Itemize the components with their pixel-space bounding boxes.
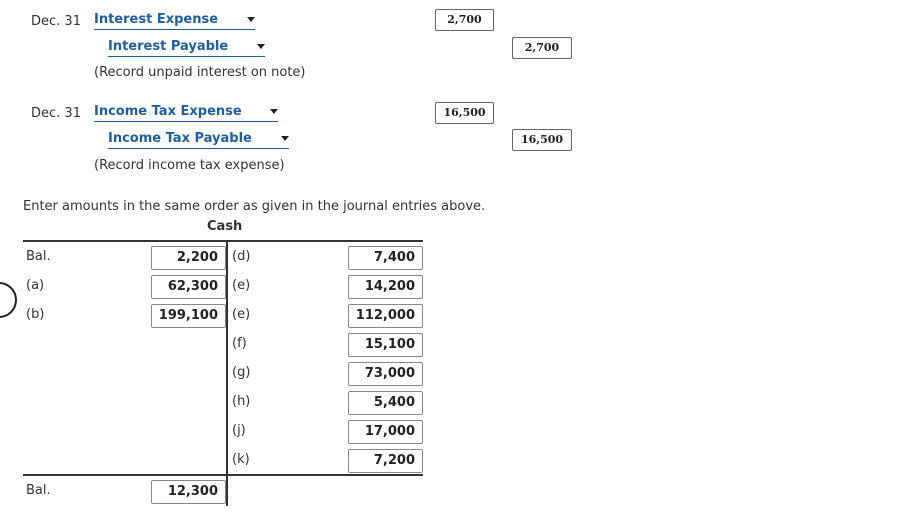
credit-label: (e) — [232, 307, 251, 322]
t-account-title: Cash — [207, 219, 243, 234]
t-account-total-rule — [23, 474, 423, 476]
chevron-down-icon — [281, 136, 289, 141]
entry1-credit-account-label: Interest Payable — [108, 39, 229, 54]
credit-label: (j) — [232, 423, 246, 438]
credit-amount-field[interactable]: 73,000 — [348, 362, 423, 386]
credit-label: (d) — [232, 249, 251, 264]
chevron-down-icon — [247, 17, 255, 22]
debit-label: Bal. — [26, 249, 51, 264]
credit-label: (g) — [232, 365, 251, 380]
entry2-credit-account-label: Income Tax Payable — [108, 131, 252, 146]
entry2-debit-account-label: Income Tax Expense — [94, 104, 242, 119]
entry1-debit-account-label: Interest Expense — [94, 12, 219, 27]
credit-amount-field[interactable]: 15,100 — [348, 333, 423, 357]
credit-amount-field[interactable]: 5,400 — [348, 391, 423, 415]
entry2-date: Dec. 31 — [31, 106, 81, 121]
entry1-note: (Record unpaid interest on note) — [94, 65, 306, 80]
ending-balance-field[interactable]: 12,300 — [151, 480, 226, 504]
circle-icon — [0, 282, 17, 318]
credit-amount-field[interactable]: 17,000 — [348, 420, 423, 444]
t-account-divider — [226, 240, 228, 506]
instruction-text: Enter amounts in the same order as given in the journal entries above. — [23, 199, 486, 214]
entry1-debit-account-select[interactable] — [94, 12, 255, 30]
entry1-debit-amount-field[interactable]: 2,700 — [435, 9, 494, 31]
credit-amount-field[interactable]: 7,400 — [348, 246, 423, 270]
credit-amount-field[interactable]: 7,200 — [348, 449, 423, 473]
credit-label: (k) — [232, 452, 250, 467]
chevron-down-icon — [270, 109, 278, 114]
credit-amount-field[interactable]: 112,000 — [348, 304, 423, 328]
ending-balance-label: Bal. — [26, 483, 51, 498]
entry2-debit-account-select[interactable] — [94, 104, 278, 122]
debit-amount-field[interactable]: 199,100 — [151, 304, 226, 328]
credit-label: (h) — [232, 394, 251, 409]
entry2-credit-amount-field[interactable]: 16,500 — [512, 129, 572, 151]
credit-label: (f) — [232, 336, 247, 351]
chevron-down-icon — [257, 44, 265, 49]
entry1-credit-amount-field[interactable]: 2,700 — [512, 37, 572, 59]
entry2-note: (Record income tax expense) — [94, 158, 285, 173]
entry2-credit-account-select[interactable] — [108, 131, 289, 149]
debit-amount-field[interactable]: 2,200 — [151, 246, 226, 270]
credit-label: (e) — [232, 278, 251, 293]
entry1-date: Dec. 31 — [31, 14, 81, 29]
entry1-credit-account-select[interactable] — [108, 39, 265, 57]
debit-label: (b) — [26, 307, 45, 322]
t-account-top-rule — [23, 240, 423, 242]
entry2-debit-amount-field[interactable]: 16,500 — [435, 102, 494, 124]
debit-amount-field[interactable]: 62,300 — [151, 275, 226, 299]
credit-amount-field[interactable]: 14,200 — [348, 275, 423, 299]
debit-label: (a) — [26, 278, 45, 293]
